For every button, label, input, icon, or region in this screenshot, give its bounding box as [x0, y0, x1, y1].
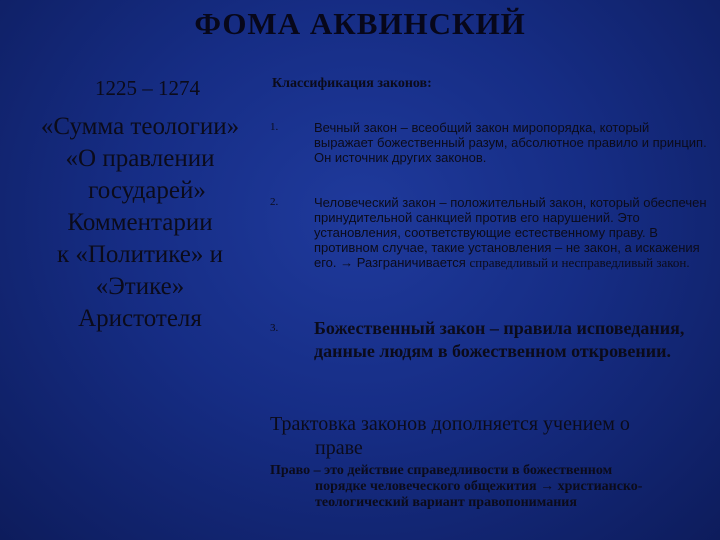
- law-definition: [270, 463, 710, 511]
- law-human-tail: справедливый и несправедливый закон.: [469, 255, 690, 270]
- treatment-line: Трактовка законов дополняется учением о: [270, 413, 630, 435]
- law-divine: Божественный закон – правила исповедания, данные людям в божественном откровении.: [314, 318, 685, 361]
- law-human-text: Человеческий закон – положительный закон, который обеспечен принудительной санкцией против его нарушений. Это установления, соответствующие естественному праву. В противном случае, такие установления – не закон, а искажения его. → Разграничивается: [314, 195, 707, 270]
- work-line: к «Политике» и: [56, 241, 224, 268]
- works-list: [20, 111, 260, 335]
- treatment-line: праве: [315, 437, 363, 459]
- definition-line: порядке человеческого общежития → христианско-: [315, 479, 643, 494]
- life-years: 1225 – 1274: [95, 76, 200, 100]
- slide-title: ФОМА АКВИНСКИЙ: [194, 6, 526, 41]
- work-line: «Этике»: [95, 273, 185, 300]
- classification-heading: Классификация законов:: [272, 76, 432, 91]
- work-line: Комментарии: [67, 209, 213, 236]
- law-number-3: 3.: [270, 322, 279, 334]
- definition-line: теологический вариант правопонимания: [315, 495, 577, 510]
- work-line: Аристотеля: [78, 305, 202, 332]
- work-line: «О правлении: [65, 145, 215, 172]
- law-number-2: 2.: [270, 196, 279, 208]
- work-line: государей»: [88, 177, 206, 204]
- law-human: [314, 195, 709, 270]
- work-line: «Сумма теологии»: [40, 113, 240, 140]
- left-column: [20, 76, 260, 335]
- definition-line: Право – это действие справедливости в божественном: [270, 463, 613, 478]
- treatment-note: [270, 412, 715, 460]
- law-eternal: Вечный закон – всеобщий закон миропорядка, который выражает божественный разум, абсолютное правило и принцип. Он источник других законов.: [314, 120, 707, 165]
- law-number-1: 1.: [270, 121, 279, 133]
